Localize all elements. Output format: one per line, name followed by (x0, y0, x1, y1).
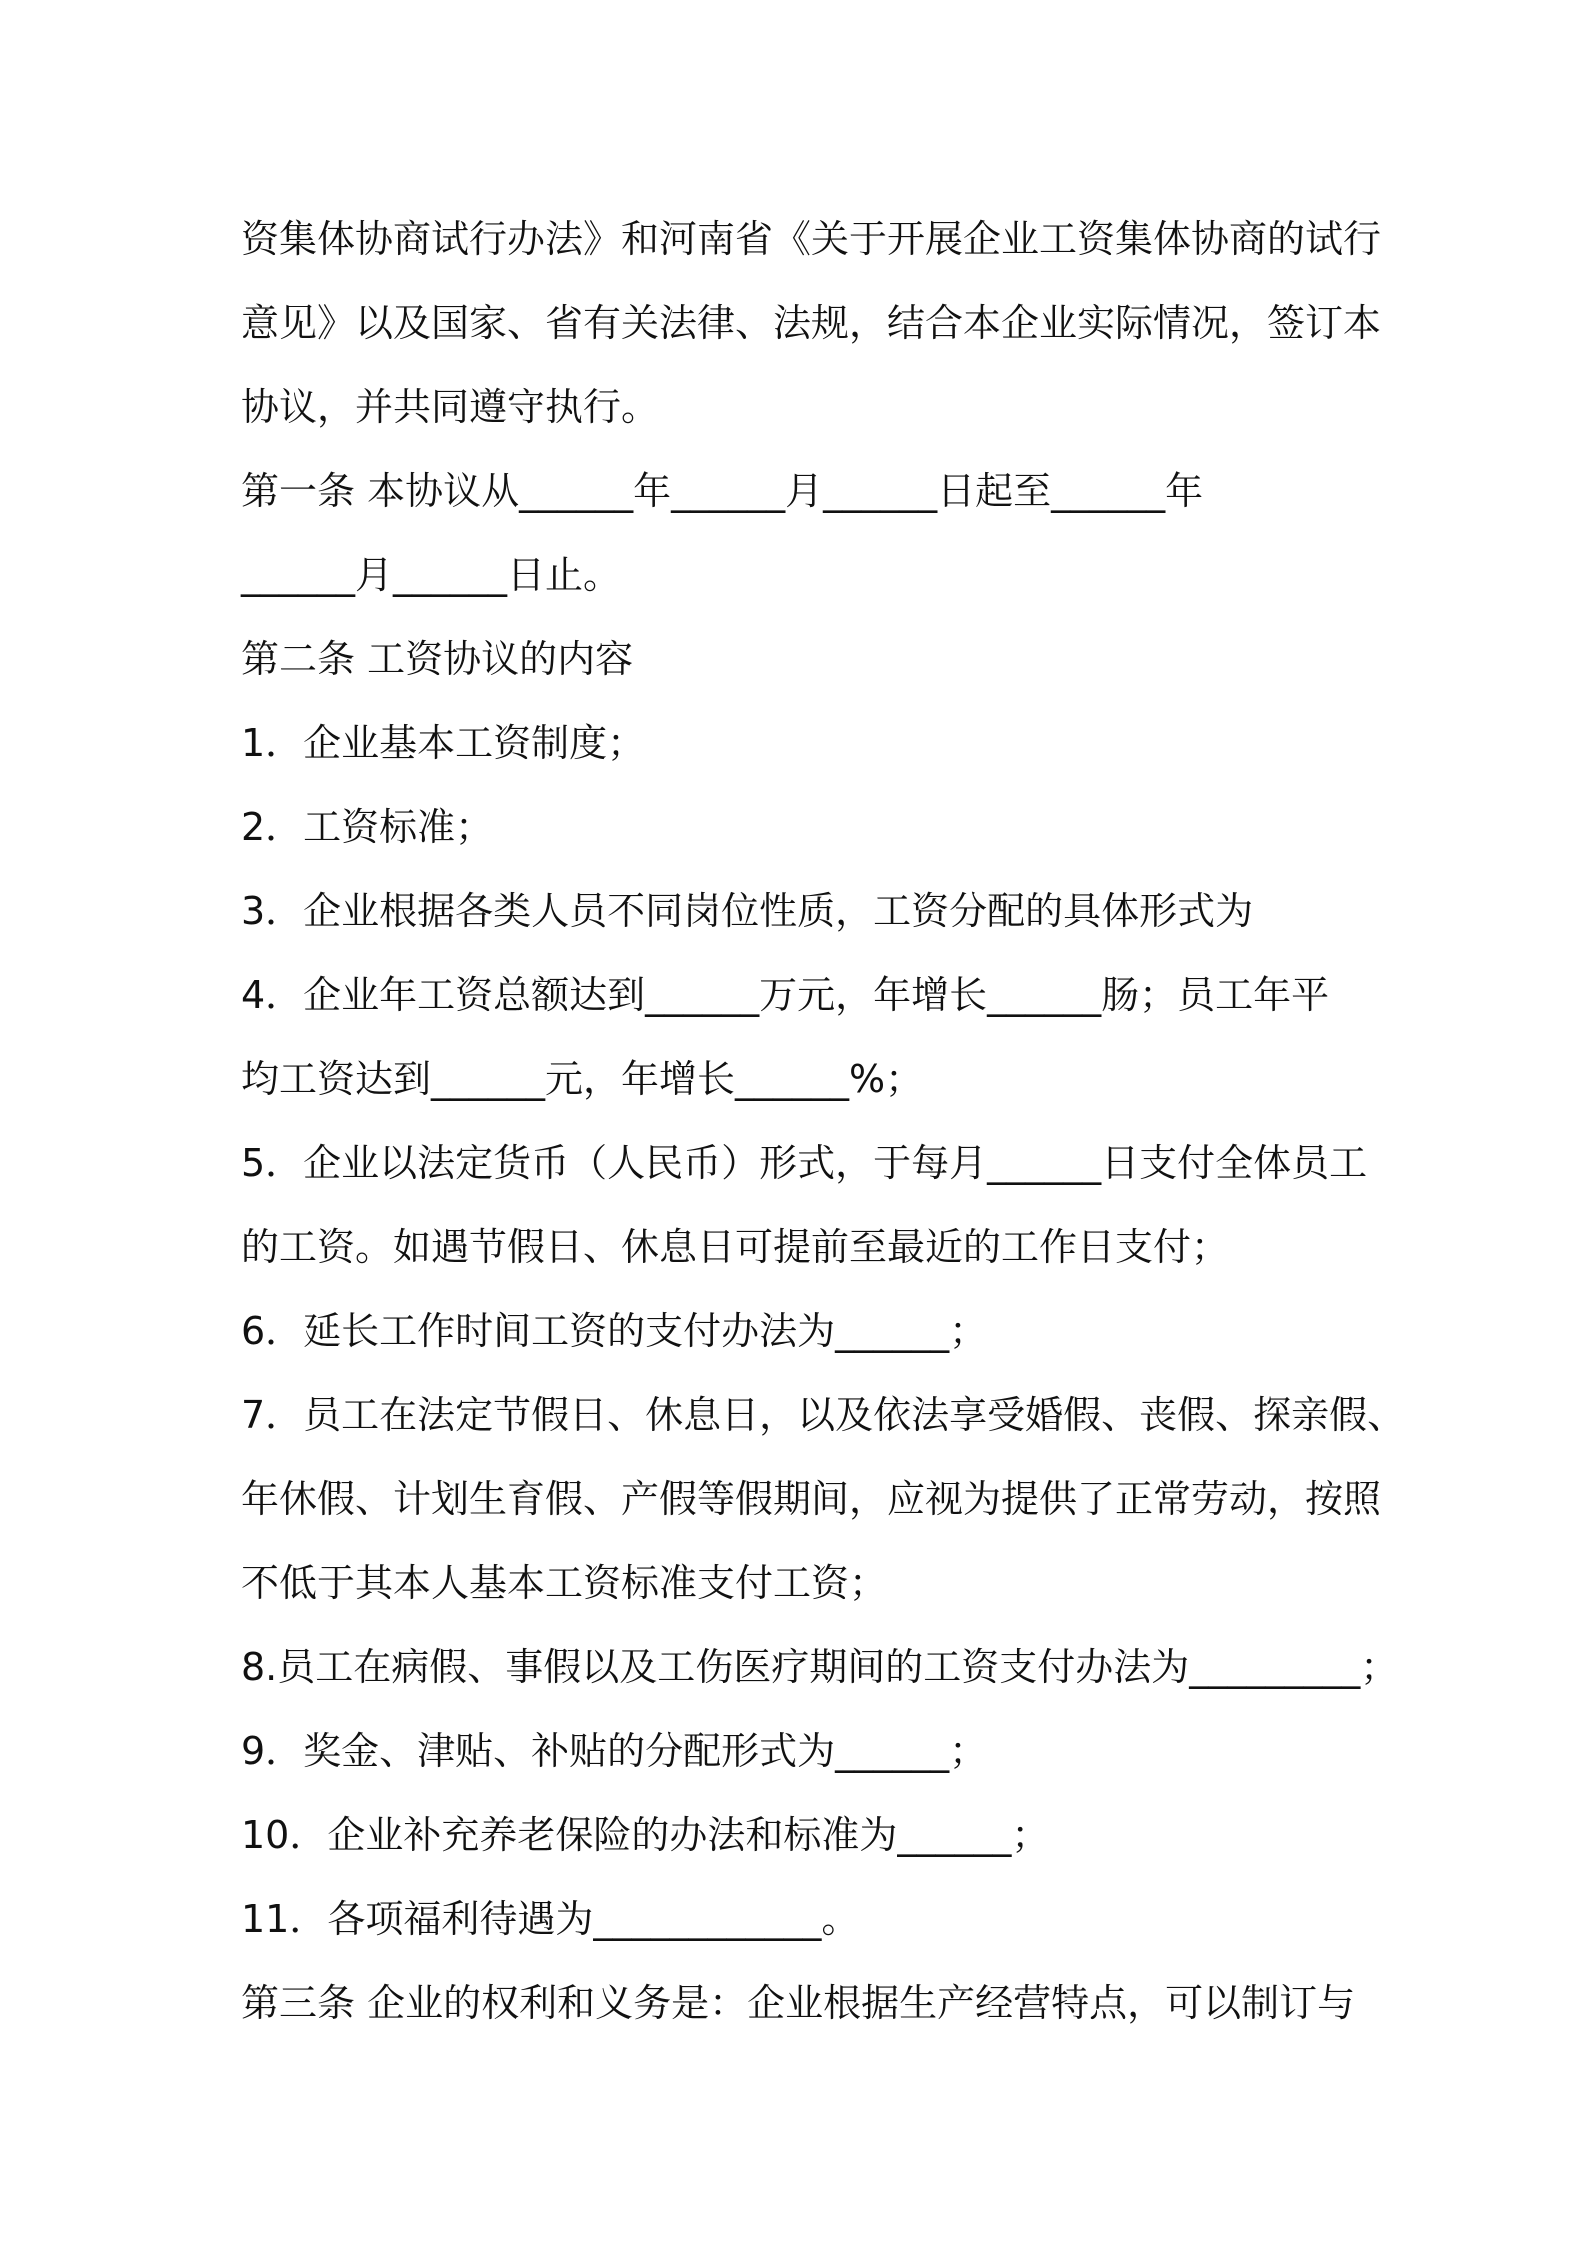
text-line: 资集体协商试行办法》和河南省《关于开展企业工资集体协商的试行 (241, 217, 1382, 261)
list-item: 11．各项福利待遇为____________。 (241, 1897, 860, 1941)
list-item-continuation: 的工资。如遇节假日、休息日可提前至最近的工作日支付； (241, 1225, 1230, 1269)
list-item: 7．员工在法定节假日、休息日，以及依法享受婚假、丧假、探亲假、 (241, 1393, 1406, 1437)
list-item: 2．工资标准； (241, 805, 494, 849)
list-item: 5．企业以法定货币（人民币）形式，于每月______日支付全体员工 (241, 1141, 1368, 1185)
article-1-line: 第一条 本协议从______年______月______日起至______年 (241, 469, 1204, 513)
list-item: 1．企业基本工资制度； (241, 721, 646, 765)
list-item-continuation: 均工资达到______元，年增长______%； (241, 1057, 924, 1101)
text-line: 意见》以及国家、省有关法律、法规，结合本企业实际情况，签订本 (241, 301, 1382, 345)
list-item: 8.员工在病假、事假以及工伤医疗期间的工资支付办法为_________； (241, 1645, 1399, 1689)
article-3-line: 第三条 企业的权利和义务是：企业根据生产经营特点，可以制订与 (241, 1981, 1356, 2025)
text-line: 协议，并共同遵守执行。 (241, 385, 660, 429)
list-item: 3．企业根据各类人员不同岗位性质，工资分配的具体形式为 (241, 889, 1254, 933)
article-1-line: ______月______日止。 (241, 553, 622, 597)
list-item-continuation: 不低于其本人基本工资标准支付工资； (241, 1561, 888, 1605)
list-item: 9．奖金、津贴、补贴的分配形式为______； (241, 1729, 988, 1773)
list-item: 10．企业补充养老保险的办法和标准为______； (241, 1813, 1050, 1857)
list-item: 4．企业年工资总额达到______万元，年增长______肠；员工年平 (241, 973, 1330, 1017)
list-item: 6．延长工作时间工资的支付办法为______； (241, 1309, 988, 1353)
document-body (241, 197, 1406, 2045)
article-2-heading: 第二条 工资协议的内容 (241, 637, 634, 681)
list-item-continuation: 年休假、计划生育假、产假等假期间，应视为提供了正常劳动，按照 (241, 1477, 1382, 1521)
